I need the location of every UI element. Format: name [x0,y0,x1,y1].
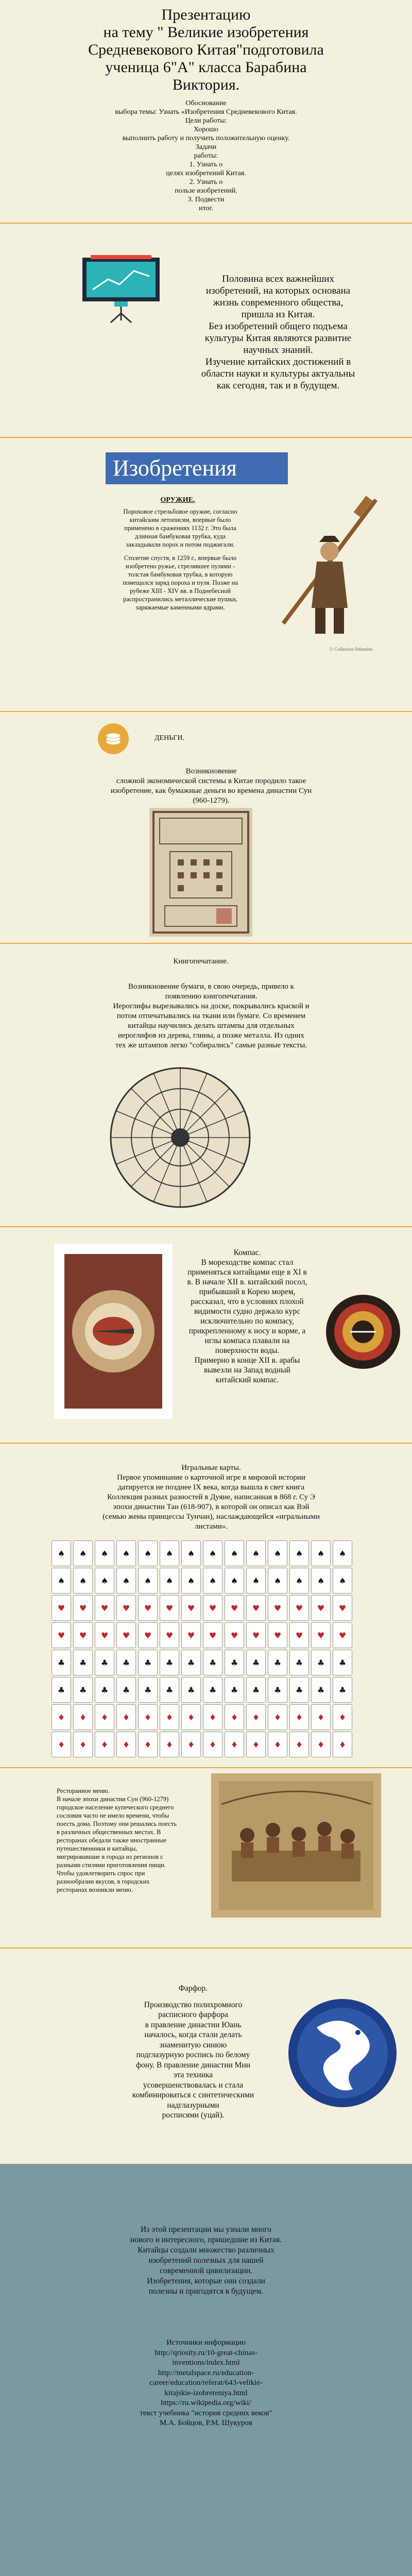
printing-text [77,982,345,1050]
text-line: иероглифов из дерева, глины, а позже металла. Из одних [117,1031,305,1040]
goals-line: 3. Подвести [187,196,225,204]
text-line: современной цивилизации. [160,2266,252,2275]
section-divider [0,437,412,438]
restaurant-section [0,1767,412,1947]
playing-card: ♠ [289,1540,309,1566]
text-line: Без изобретений общего подъема [209,321,348,332]
playing-card: ♦ [268,1732,287,1757]
text-line: Столетие спустя, в 1259 г., впервые было [124,554,237,562]
paper-money-image [149,808,252,937]
text-line: изобретений, на которых основана [205,285,351,296]
section-divider [0,1226,412,1227]
text-line: комбинироваться с синтетическими [132,2091,254,2099]
text-line: разнообразии вкусов, в городских [57,1878,150,1885]
text-line: разными стилями приготовления пищи. [57,1861,166,1869]
playing-card: ♦ [333,1732,352,1757]
goals-line: 2. Узнать о [189,178,223,186]
playing-card: ♠ [95,1540,114,1566]
playing-card: ♥ [225,1595,244,1621]
text-line: Китайцы создали множество различных [138,2246,274,2255]
text-line: применено в сражениях 1132 г. Это была [124,524,236,532]
text-line: рубеже XIII - XIV вв. в Поднебесной [130,587,231,595]
playing-card: ♥ [311,1595,331,1621]
text-line: эпохи династии Тан (618-907), в которой он описал как Вэй [113,1503,310,1511]
source-link[interactable]: https://ru.wikipedia.org/wiki/ [161,2399,251,2407]
playing-card: ♠ [203,1568,222,1594]
title-line: ученица 6"А" класса Барабина [105,59,307,76]
goals-line: целях изобретений Китая. [166,170,246,177]
text-line: в. В начале XII в. китайский посол, [187,1278,307,1286]
text-line: прибывший в Корею морем, [199,1287,296,1296]
playing-card: ♠ [160,1540,179,1566]
sources-list [116,2338,296,2429]
playing-card: ♥ [311,1622,331,1648]
text-line: Изучение китайских достижений в [205,357,351,367]
printing-title: Книгопечатание. [173,957,229,965]
goals-line: Задачи [195,143,217,151]
text-line: китайский компас. [215,1376,279,1384]
playing-card: ♣ [246,1677,266,1703]
playing-card: ♠ [225,1540,244,1566]
playing-card: ♠ [73,1540,93,1566]
text-line: тех же штампов легко "собирались" самые разные тексты. [115,1041,307,1049]
playing-card: ♠ [333,1540,352,1566]
photo-caption: © Collection Sebastien [330,647,373,652]
intro-title [31,6,381,94]
text-line: Возникновение бумаги, в свою очередь, привело к [128,982,294,991]
playing-card: ♥ [289,1595,309,1621]
spacer [100,549,260,554]
text-line: сложной экономической системы в Китае породило такое [116,777,306,785]
text-line: Половина всех важнейших [222,274,334,284]
playing-card: ♣ [203,1677,222,1703]
playing-card: ♥ [225,1622,244,1648]
text-line: Производство полихромного [144,2000,243,2009]
text-line: усовершенствовалась и стала [143,2080,244,2090]
playing-card: ♥ [333,1595,352,1621]
restaurant-painting-image [211,1773,381,1918]
playing-card: ♣ [333,1677,352,1703]
printing-section [0,943,412,1226]
playing-card: ♠ [311,1540,331,1566]
text-line: закладывали порох и потом поджигали. [126,541,235,548]
section-divider [0,1947,412,1948]
playing-card: ♥ [116,1622,136,1648]
weapon-text [100,507,260,612]
text-line: В мореходстве компас стал [201,1258,294,1267]
text-line: Первое упоминание о карточной игре в мировой истории [117,1473,305,1482]
text-line: надглазурными [167,2100,219,2110]
text-line: изобретений полезных для нашей [148,2256,264,2265]
text-line: началось, когда стали делать [144,2030,242,2039]
playing-card: ♦ [116,1732,136,1757]
playing-card: ♣ [181,1677,201,1703]
text-line: знаменитую синюю [159,2040,227,2049]
playing-card: ♦ [225,1704,244,1730]
text-line: помещался заряд пороха и пуля. Позже на [123,579,238,586]
playing-card: ♠ [246,1568,266,1594]
playing-card: ♠ [181,1540,201,1566]
playing-card: ♣ [225,1650,244,1675]
playing-card: ♦ [73,1732,93,1757]
text-line: исключительно по компасу, [200,1317,294,1326]
playing-card: ♥ [160,1622,179,1648]
playing-card: ♠ [138,1540,158,1566]
text-line: вывезли на Запад водный [204,1366,290,1375]
playing-card: ♦ [116,1704,136,1730]
goals-line: Цели работы: [185,117,227,125]
source-link[interactable]: http://qriosity.ru/10-great-chinas- [154,2348,258,2357]
compass-text [170,1248,324,1385]
playing-card: ♥ [52,1622,71,1648]
text-line: прикрепленному к носу и корме, а [188,1327,306,1335]
text-line: Возникновение [185,767,237,775]
playing-card: ♦ [95,1704,114,1730]
playing-card: ♦ [95,1732,114,1757]
text-line: появлению книгопечатания. [165,992,258,1001]
money-text [77,767,345,806]
playing-card: ♥ [181,1622,201,1648]
source-text: М.А. Бойцов, Р.М. Шукуров [159,2419,252,2427]
money-section [0,711,412,943]
playing-card: ♥ [203,1595,222,1621]
round-compass-image [324,1293,402,1370]
text-line: мигрировавшие в города из регионов с [57,1853,163,1860]
playing-card: ♠ [52,1540,71,1566]
text-line: применяться китайцами еще в XI в [187,1268,307,1277]
goals-line: 1. Узнать о [189,161,223,168]
porcelain-section [0,1947,412,2164]
playing-card: ♣ [52,1650,71,1675]
playing-card: ♥ [160,1595,179,1621]
money-title: ДЕНЬГИ. [154,734,184,742]
goals-line: итог. [198,205,214,212]
source-link[interactable]: http://metalspace.ru/education- [158,2368,254,2377]
title-line: Средневекового Китая"подготовила [88,41,324,58]
cards-text [67,1463,355,1532]
playing-card: ♠ [289,1568,309,1594]
playing-card: ♥ [181,1595,201,1621]
playing-card: ♠ [333,1568,352,1594]
source-text: текст учебника "история средних веков" [140,2409,272,2417]
playing-card: ♠ [160,1568,179,1594]
section-divider [0,223,412,224]
playing-card: ♦ [289,1704,309,1730]
playing-card: ♣ [95,1650,114,1675]
playing-card: ♦ [52,1704,71,1730]
half-inventions-text [175,273,381,392]
playing-card: ♣ [138,1650,158,1675]
text-line: распространились металлические пушки, [123,596,237,603]
playing-card: ♣ [181,1650,201,1675]
coins-icon [98,723,129,754]
text-line: Изобретения, которые они создали [147,2277,265,2285]
playing-card: ♠ [246,1540,266,1566]
playing-card: ♠ [225,1568,244,1594]
playing-card: ♠ [311,1568,331,1594]
text-line: Игральные карты. [181,1464,241,1472]
playing-card: ♥ [138,1622,158,1648]
compass-section [0,1226,412,1443]
source-heading: Источники информацио [166,2338,246,2347]
title-line: Презентацию [161,6,251,23]
text-line: Из этой презентации мы узнали много [140,2225,272,2234]
title-line: Виктория. [172,76,240,93]
text-line: Ресторанное меню. [57,1787,110,1794]
text-line: научных знаний. [243,345,313,355]
text-line: нового и интересного, пришедшие из Китая. [130,2235,282,2244]
text-line: росписями (уцай). [162,2111,225,2120]
text-line: Иероглифы вырезывались на доске, покрывались краской и [113,1002,310,1010]
playing-card: ♦ [181,1704,201,1730]
playing-cards-image [52,1540,360,1757]
playing-card: ♣ [73,1677,93,1703]
text-line: изобретено ружье, стрелявшее пулями - [125,563,235,570]
playing-card: ♥ [268,1622,287,1648]
playing-card: ♦ [160,1732,179,1757]
playing-card: ♠ [203,1540,222,1566]
text-line: листами». [194,1522,228,1531]
text-line: городское население купеческого среднего [57,1804,174,1811]
playing-card: ♥ [73,1595,93,1621]
porcelain-text [116,1984,270,2121]
playing-card: ♦ [289,1732,309,1757]
playing-card: ♦ [246,1704,266,1730]
playing-card: ♦ [333,1704,352,1730]
section-divider [0,711,412,712]
playing-card: ♣ [95,1677,114,1703]
text-line: длинная бамбуковая трубка, куда [135,533,226,540]
source-link[interactable]: inventions/index.html [172,2359,240,2367]
playing-card: ♦ [73,1704,93,1730]
conclusion-text [103,2225,309,2297]
playing-card: ♦ [311,1704,331,1730]
playing-card: ♦ [138,1704,158,1730]
conclusion-section [0,2164,412,2576]
section-divider [0,1767,412,1768]
playing-card: ♠ [95,1568,114,1594]
playing-card: ♥ [73,1622,93,1648]
playing-card: ♣ [246,1650,266,1675]
playing-card: ♥ [268,1595,287,1621]
text-line: сословия часто не имело времени, чтобы [57,1812,169,1819]
playing-card: ♣ [116,1650,136,1675]
playing-card: ♠ [268,1568,287,1594]
text-line: рассказал, что в условиях плохой [191,1297,304,1306]
playing-card: ♥ [138,1595,158,1621]
playing-card: ♥ [289,1622,309,1648]
playing-card: ♠ [116,1568,136,1594]
text-line: (960-1279). [193,796,230,805]
playing-card: ♣ [333,1650,352,1675]
playing-card: ♦ [246,1732,266,1757]
playing-card: ♦ [160,1704,179,1730]
source-link[interactable]: career/education/referat/643-velikie- [149,2379,263,2387]
source-link[interactable]: kitajskie-izobreteniya.html [164,2388,248,2397]
playing-card: ♠ [52,1568,71,1594]
playing-card: ♦ [203,1732,222,1757]
playing-card: ♣ [311,1677,331,1703]
text-line: заряжаемые каменными ядрами. [135,604,225,611]
text-line: жизнь современного общества, [213,297,344,308]
playing-card: ♥ [246,1595,266,1621]
inventions-badge: Изобретения [106,452,288,484]
playing-card: ♣ [203,1650,222,1675]
text-line: расписного фарфора [158,2010,228,2019]
text-line: В начале эпохи династии Сун (960-1279) [57,1795,169,1803]
playing-card: ♦ [311,1732,331,1757]
porcelain-plate-image [286,1991,399,2115]
text-line: Компас. [233,1248,261,1257]
text-line: культуры Китая являются развитие [204,333,352,344]
fire-lance-soldier-image [268,489,386,644]
playing-card: ♣ [73,1650,93,1675]
weapon-title: ОРУЖИЕ. [160,496,195,504]
playing-card: ♣ [160,1650,179,1675]
playing-card: ♠ [268,1540,287,1566]
intro-section [0,0,412,216]
text-line: поверхности воды. [215,1346,280,1355]
text-line: фону. В правление династии Мин [135,2060,251,2070]
text-line: подглазурную роспись по белому [136,2050,250,2059]
compass-image [54,1244,173,1419]
playing-card: ♣ [138,1677,158,1703]
text-line: изобретение, как бумажные деньги во времена династии Сун [110,787,312,795]
playing-card: ♦ [138,1732,158,1757]
playing-card: ♥ [95,1595,114,1621]
text-line: датируется не позднее IX века, когда вышла в свет книга [117,1483,305,1492]
goals-line: выполнить работу и получить положительную оценку. [122,134,290,142]
text-line: Пороховое стрельбовое оружие, согласно [123,508,237,515]
text-line: видимости судно держало курс [194,1307,301,1316]
goals-line: Хорошо [193,126,218,133]
restaurant-text [57,1787,206,1894]
text-line: как сегодня, так и в будущем. [216,380,340,391]
playing-card: ♣ [116,1677,136,1703]
goals-line: Обоснование [185,99,227,107]
text-line: пришла из Китая. [241,309,315,320]
title-line: на тему " Великие изобретения [103,24,309,41]
playing-card: ♥ [116,1595,136,1621]
text-line: ресторанах возникли меню. [57,1886,133,1893]
playing-card: ♠ [73,1568,93,1594]
playing-card: ♠ [116,1540,136,1566]
playing-card: ♥ [333,1622,352,1648]
text-line: потом отпечатывались на ткани или бумаге. Со временем [116,1012,306,1020]
inventions-section [0,433,412,711]
playing-card: ♣ [311,1650,331,1675]
text-line: эта техника [173,2071,213,2079]
text-line: Чтобы удовлетворить спрос при [57,1870,145,1877]
playing-card: ♥ [95,1622,114,1648]
text-line: иглы компаса плавали на [204,1336,290,1345]
text-line: области науки и культуры актуальны [201,368,355,379]
text-line: китайцы научились делать штампы для отдельных [128,1022,295,1030]
text-line: поесть дома. Поэтому они решались поесть [57,1820,177,1827]
playing-card: ♣ [268,1677,287,1703]
text-line: Примерно в конце XII в. арабы [194,1356,300,1365]
section-divider [0,1443,412,1444]
text-line: толстая бамбуковая трубка, в которую [128,571,233,578]
intro-goals [52,99,360,213]
text-line: полезны и пригодятся в будущем. [148,2287,264,2296]
presentation-board-icon [82,252,160,325]
playing-card: ♥ [203,1622,222,1648]
playing-card: ♦ [181,1732,201,1757]
text-line: (семью жены принцессы Тунчан), наслаждающейся «игральными [102,1513,320,1521]
goals-line: работы: [194,152,218,160]
playing-card: ♣ [289,1677,309,1703]
playing-card: ♥ [52,1595,71,1621]
playing-card: ♦ [52,1732,71,1757]
spacer [116,1994,270,2000]
playing-card: ♣ [289,1650,309,1675]
playing-card: ♣ [160,1677,179,1703]
text-line: ресторанах обедали также иностранные [57,1837,167,1844]
text-line: в различных общественных местах. В [57,1828,161,1836]
playing-card: ♥ [246,1622,266,1648]
playing-card: ♣ [225,1677,244,1703]
playing-card: ♦ [268,1704,287,1730]
text-line: китайским летописям, впервые было [129,516,231,523]
playing-card: ♣ [268,1650,287,1675]
playing-card: ♣ [52,1677,71,1703]
playing-card: ♠ [138,1568,158,1594]
playing-card: ♠ [181,1568,201,1594]
goals-line: пользе изобретений. [175,187,237,195]
text-line: в правление династии Юань [145,2020,242,2029]
text-line: путешественники и китайцы, [57,1845,138,1852]
movable-type-wheel-image [103,1060,258,1215]
cards-section [0,1443,412,1767]
goals-line: выбора темы: Узнать «Изобретения Средневекового Китая. [115,108,297,116]
half-inventions-section [0,216,412,433]
playing-card: ♦ [203,1704,222,1730]
text-line: Фарфор. [178,1984,208,1993]
playing-card: ♦ [225,1732,244,1757]
section-divider [0,943,412,944]
text-line: Коллекция разных разностей в Дуяне, написанная в 868 г. Су Э [107,1493,315,1501]
